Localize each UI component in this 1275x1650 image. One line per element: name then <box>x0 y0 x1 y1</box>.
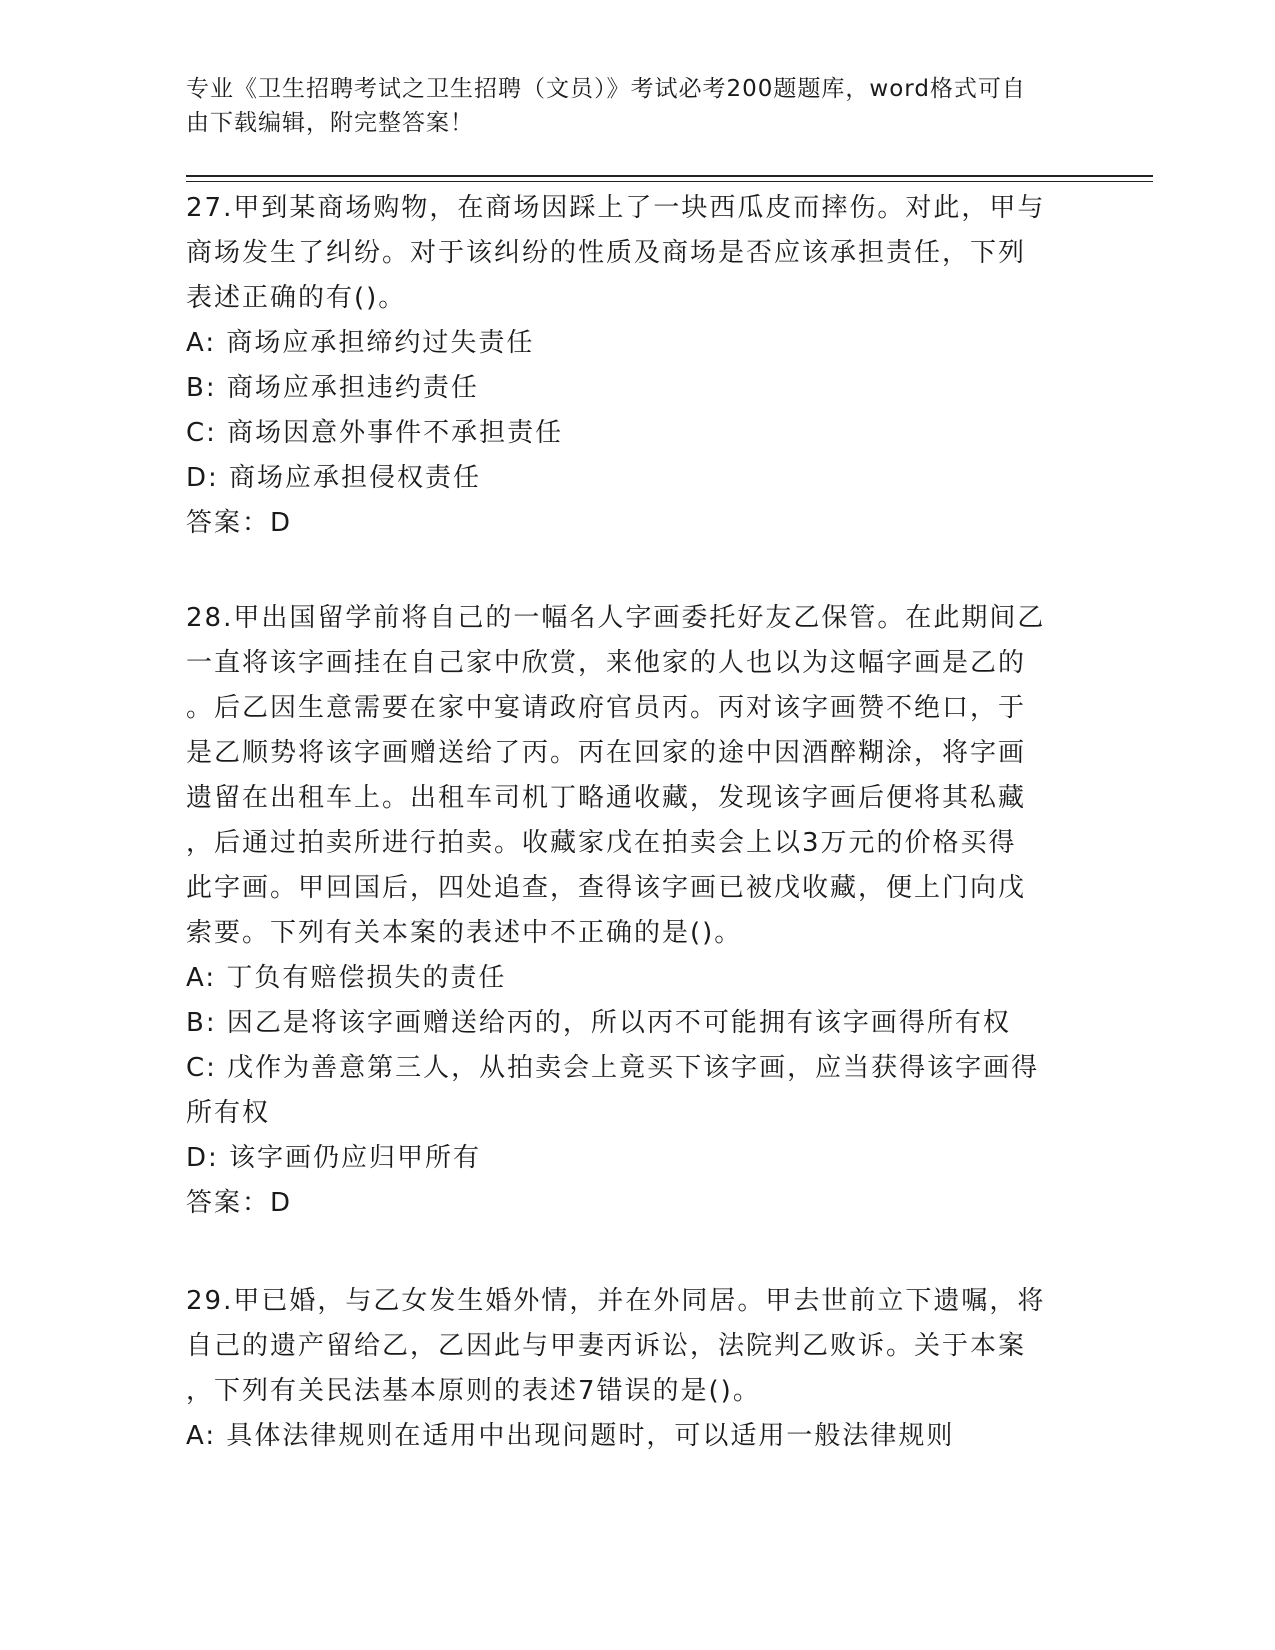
question-stem-line: 商场发生了纠纷。对于该纠纷的性质及商场是否应该承担责任，下列 <box>186 238 1027 268</box>
option-d: D: 该字画仍应归甲所有 <box>186 1143 482 1173</box>
question-stem-line: 29.甲已婚，与乙女发生婚外情，并在外同居。甲去世前立下遗嘱，将 <box>186 1286 1046 1316</box>
header-rule-thin <box>186 181 1153 182</box>
option-a: A: 商场应承担缔约过失责任 <box>186 328 535 358</box>
option-b: B: 因乙是将该字画赠送给丙的，所以丙不可能拥有该字画得所有权 <box>186 1008 1011 1038</box>
question-stem-line: 一直将该字画挂在自己家中欣赏，来他家的人也以为这幅字画是乙的 <box>186 648 1027 678</box>
question-stem-line: 自己的遗产留给乙，乙因此与甲妻丙诉讼，法院判乙败诉。关于本案 <box>186 1331 1027 1361</box>
document-header <box>186 72 1066 140</box>
option-b: B: 商场应承担违约责任 <box>186 373 479 403</box>
question-stem-line: 。后乙因生意需要在家中宴请政府官员丙。丙对该字画赞不绝口，于 <box>186 693 1027 723</box>
option-a: A: 丁负有赔偿损失的责任 <box>186 963 507 993</box>
question-stem-line: 27.甲到某商场购物，在商场因踩上了一块西瓜皮而摔伤。对此，甲与 <box>186 193 1046 223</box>
header-line-2: 由下载编辑，附完整答案！ <box>186 110 474 136</box>
question-stem-line: 28.甲出国留学前将自己的一幅名人字画委托好友乙保管。在此期间乙 <box>186 603 1046 633</box>
question-stem-line: 遗留在出租车上。出租车司机丁略通收藏，发现该字画后便将其私藏 <box>186 783 1027 813</box>
question-29 <box>186 1279 1066 1459</box>
option-c: C: 商场因意外事件不承担责任 <box>186 418 564 448</box>
option-a: A: 具体法律规则在适用中出现问题时，可以适用一般法律规则 <box>186 1421 955 1451</box>
question-stem-line: 表述正确的有()。 <box>186 283 407 313</box>
answer: 答案：D <box>186 1188 293 1218</box>
question-stem-line: ，下列有关民法基本原则的表述7错误的是()。 <box>186 1376 761 1406</box>
answer: 答案：D <box>186 508 293 538</box>
option-c: C: 戊作为善意第三人，从拍卖会上竟买下该字画，应当获得该字画得 <box>186 1053 1040 1083</box>
question-stem-line: 是乙顺势将该字画赠送给了丙。丙在回家的途中因酒醉糊涂，将字画 <box>186 738 1027 768</box>
header-line-1: 专业《卫生招聘考试之卫生招聘（文员）》考试必考200题题库，word格式可自 <box>186 76 1026 102</box>
option-d: D: 商场应承担侵权责任 <box>186 463 482 493</box>
question-stem-line: 此字画。甲回国后，四处追查，查得该字画已被戊收藏，便上门向戊 <box>186 873 1027 903</box>
option-c-continued: 所有权 <box>186 1098 271 1128</box>
question-27 <box>186 186 1066 546</box>
question-stem-line: 索要。下列有关本案的表述中不正确的是()。 <box>186 918 743 948</box>
header-rule-thick <box>186 175 1153 177</box>
question-stem-line: ，后通过拍卖所进行拍卖。收藏家戊在拍卖会上以3万元的价格买得 <box>186 828 1017 858</box>
question-28 <box>186 596 1066 1226</box>
